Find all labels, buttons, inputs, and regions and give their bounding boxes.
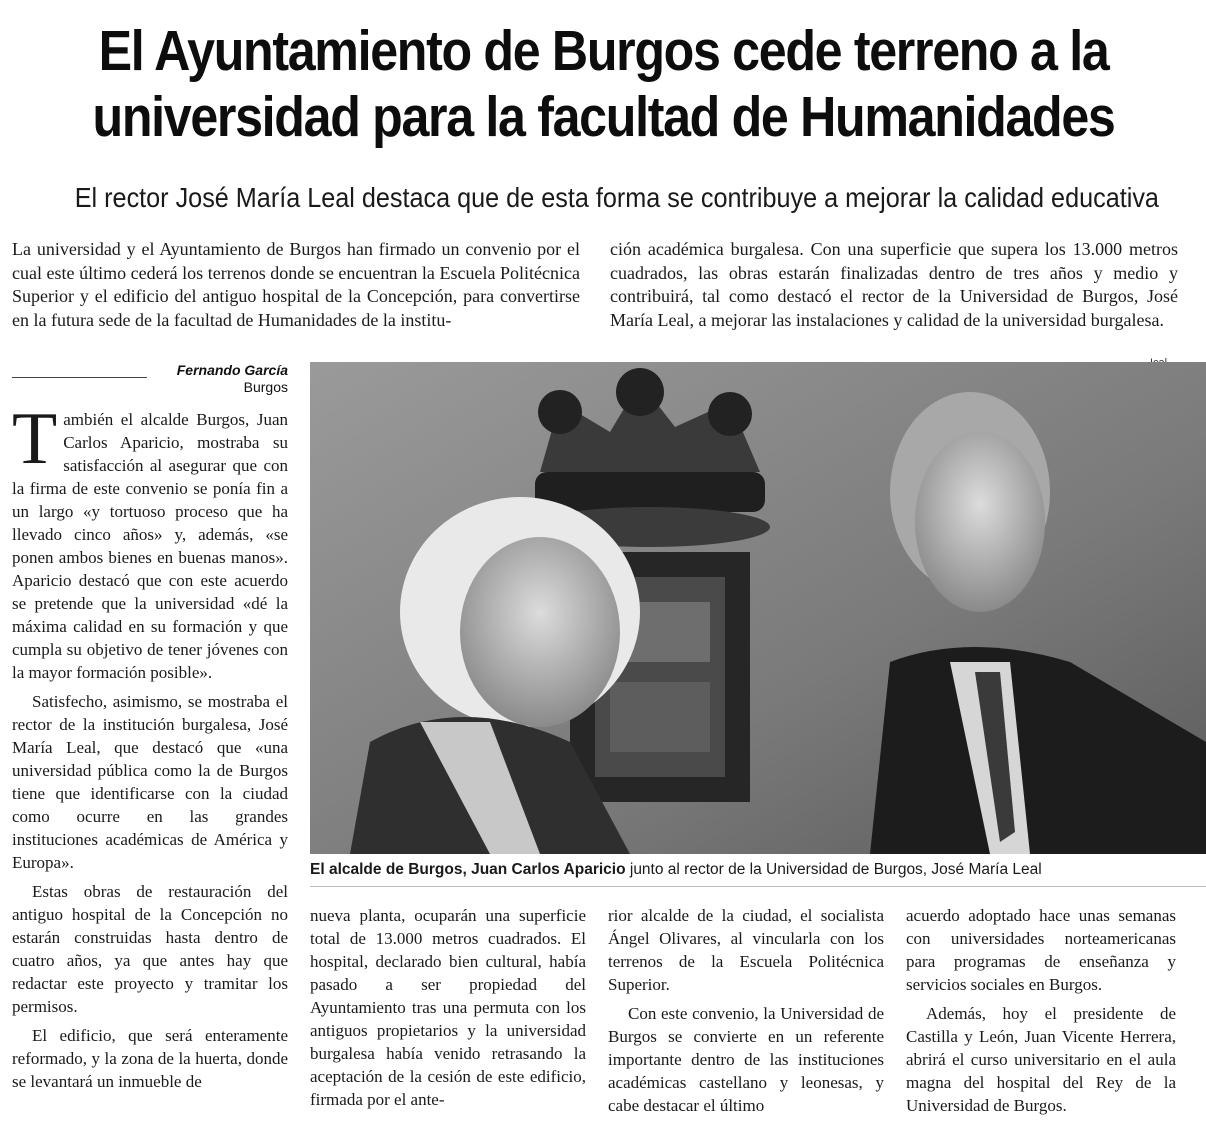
news-photo bbox=[310, 362, 1206, 854]
dateline-location: Burgos bbox=[243, 379, 288, 395]
body-paragraph: El edificio, que será enteramente reformado, y la zona de la huerta, donde se levantará un inmueble de bbox=[12, 1026, 288, 1091]
body-column-1 bbox=[12, 398, 288, 1099]
subheadline: El rector José María Leal destaca que de esta forma se contribuye a mejorar la calidad educativa bbox=[74, 182, 1159, 213]
body-column-2 bbox=[310, 904, 586, 1117]
body-paragraph: acuerdo adoptado hace unas semanas con universidades norteamericanas para programas de enseñanza y servicios sociales en Burgos. bbox=[906, 906, 1176, 994]
body-paragraph: nueva planta, ocuparán una superficie total de 13.000 metros cuadrados. El hospital, declarado bien cultural, había pasado a ser propiedad del Ayuntamiento tras una permuta con los antiguos propietarios y la universidad burgalesa había venido retrasando la aceptación de la cesión de este edificio, firmada por el ante- bbox=[310, 906, 586, 1109]
headline-line-1: El Ayuntamiento de Burgos cede terreno a la bbox=[98, 19, 1109, 83]
headline bbox=[87, 18, 1121, 150]
byline-divider bbox=[12, 377, 147, 378]
caption-lead: El alcalde de Burgos, Juan Carlos Aparicio bbox=[310, 861, 626, 878]
body-paragraph: Además, hoy el presidente de Castilla y León, Juan Vicente Herrera, abrirá el curso universitario en el aula magna del hospital del Rey de la Universidad de Burgos. bbox=[906, 1004, 1176, 1115]
body-paragraph: Con este convenio, la Universidad de Burgos se convierte en un referente importante dentro de las instituciones académicas castellano y leonesas, y cabe destacar el último bbox=[608, 1004, 884, 1115]
body-paragraph: Satisfecho, asimismo, se mostraba el rector de la institución burgalesa, José María Leal, que destacó que «una universidad pública como la de Burgos tiene que identificarse con la ciudad como ocurre en las grandes instituciones académicas de América y Europa». bbox=[12, 692, 288, 872]
lead-paragraph-right: ción académica burgalesa. Con una superficie que supera los 13.000 metros cuadrados, las obras estarán finalizadas dentro de tres años y medio y contribuirá, tal como destacó el rector de la Universidad de Burgos, José María Leal, a mejorar las instalaciones y calidad de la universidad burgalesa. bbox=[610, 239, 1178, 330]
lead-paragraph-left: La universidad y el Ayuntamiento de Burgos han firmado un convenio por el cual este último cederá los terrenos donde se encuentran la Escuela Politécnica Superior y el edificio del antiguo hospital de la Concepción, para convertirse en la futura sede de la facultad de Humanidades de la institu- bbox=[12, 239, 580, 330]
caption-text: junto al rector de la Universidad de Burgos, José María Leal bbox=[625, 861, 1042, 878]
body-paragraph bbox=[12, 398, 288, 684]
drop-cap: T bbox=[12, 398, 58, 480]
photo-caption bbox=[310, 860, 1190, 880]
body-column-4 bbox=[906, 904, 1176, 1123]
photo-illustration bbox=[310, 362, 1206, 854]
byline bbox=[12, 362, 288, 396]
caption-divider bbox=[310, 886, 1206, 887]
paragraph-text: ambién el alcalde Burgos, Juan Carlos Aparicio, mostraba su satisfacción al asegurar que con la firma de este convenio se ponía fin a un largo «y tortuoso proceso que ha llevado cinco años» y, además, «se ponen ambos bienes en buenas manos». Aparicio destacó que con este acuerdo se pretende que la universidad «dé la máxima calidad en su formación y que cumpla su objetivo de tener jóvenes con la mayor formación posible». bbox=[12, 410, 288, 682]
body-column-3 bbox=[608, 904, 884, 1123]
headline-line-2: universidad para la facultad de Humanidades bbox=[92, 85, 1115, 149]
body-paragraph: rior alcalde de la ciudad, el socialista Ángel Olivares, al vincularla con los terrenos de la Escuela Politécnica Superior. bbox=[608, 906, 884, 994]
author-name: Fernando García bbox=[176, 362, 288, 378]
body-paragraph: Estas obras de restauración del antiguo hospital de la Concepción no estarán construidas hasta dentro de cuatro años, ya que antes hay que redactar este proyecto y tramitar los permisos. bbox=[12, 882, 288, 1016]
